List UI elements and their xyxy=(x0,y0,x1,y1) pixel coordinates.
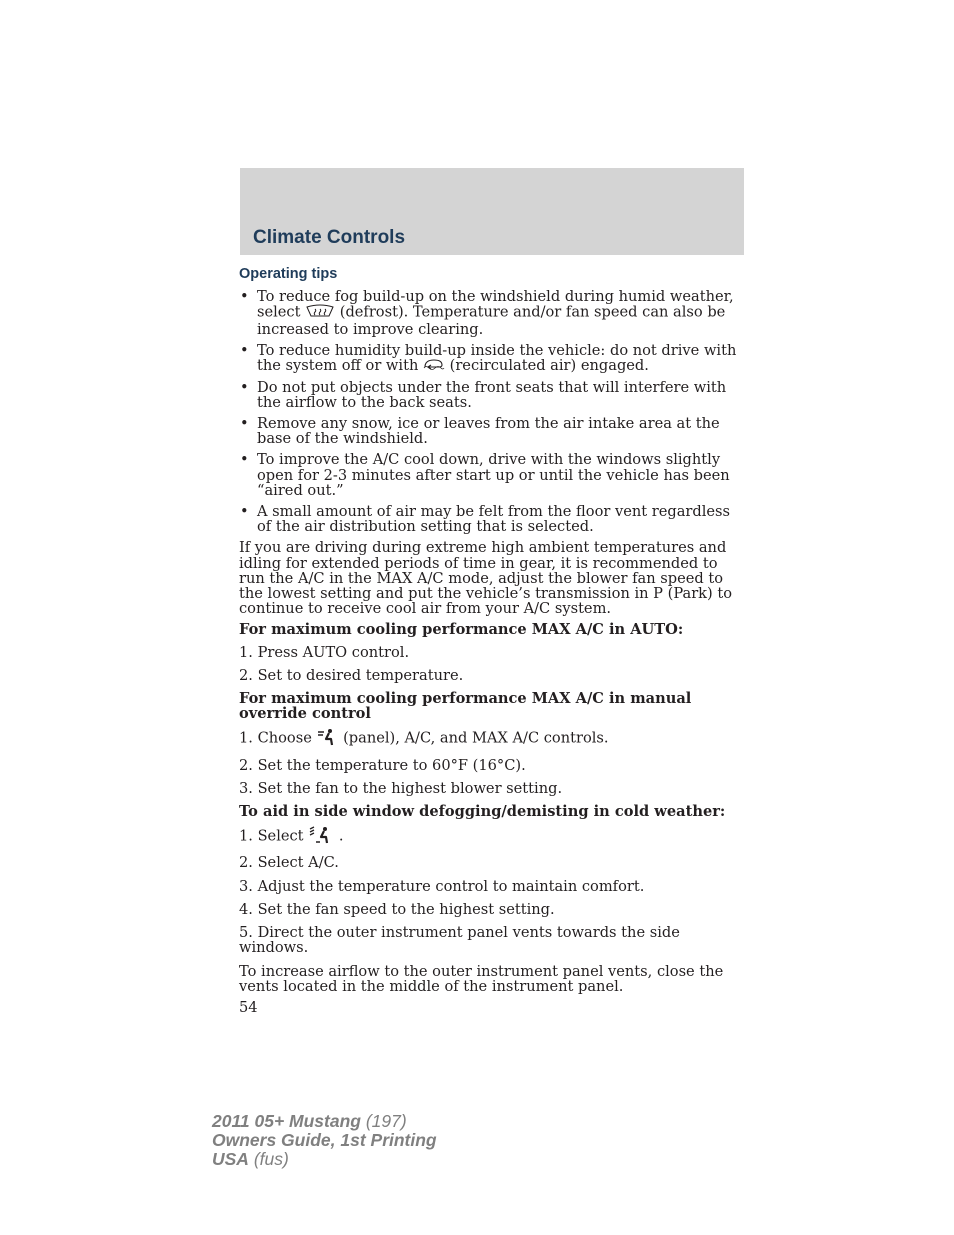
tip-text: To reduce fog build-up on the windshield during humid weather, select xyxy=(257,288,734,322)
manual-step-1 xyxy=(239,728,744,749)
auto-step-1: 1. Press AUTO control. xyxy=(239,643,410,661)
manual-step-3: 3. Set the fan to the highest blower setting. xyxy=(239,779,563,797)
footer-region: USA xyxy=(212,1149,249,1169)
section-title: Climate Controls xyxy=(253,227,406,248)
max-ac-auto-heading: For maximum cooling performance MAX A/C in AUTO: xyxy=(239,621,684,639)
document-footer xyxy=(212,1112,437,1169)
manual-step-1-text-b: (panel), A/C, and MAX A/C controls. xyxy=(343,730,609,748)
defog-step-3: 3. Adjust the temperature control to maintain comfort. xyxy=(239,877,645,895)
list-item xyxy=(239,452,744,498)
defrost-icon xyxy=(305,304,335,321)
bullet: • xyxy=(240,288,249,306)
footer-line-3 xyxy=(212,1150,437,1169)
footer-edition: Owners Guide, 1st Printing xyxy=(212,1130,437,1150)
page-content xyxy=(239,267,744,1015)
footer-model: 2011 05+ Mustang xyxy=(212,1111,361,1131)
bullet: • xyxy=(240,415,249,433)
defog-step-1-text-b: . xyxy=(338,827,344,845)
defog-step-1-text-a: 1. Select xyxy=(239,827,304,845)
tip-text: Do not put objects under the front seats that will interfere with the airflow to the back seats. xyxy=(257,378,727,411)
bullet: • xyxy=(240,503,249,521)
defog-heading: To aid in side window defogging/demisting in cold weather: xyxy=(239,803,726,821)
floor-defrost-icon xyxy=(308,826,334,847)
tip-text: (defrost). Temperature and/or fan speed can also be increased to improve clearing. xyxy=(257,304,726,338)
tip-text: A small amount of air may be felt from the floor vent regardless of the air distribution setting that is selected. xyxy=(257,503,731,536)
defog-step-4: 4. Set the fan speed to the highest setting. xyxy=(239,900,555,918)
tip-text: To reduce humidity build-up inside the vehicle: do not drive with the system off or with xyxy=(257,341,737,375)
tip-text: (recirculated air) engaged. xyxy=(449,357,649,375)
tip-text: To improve the A/C cool down, drive with the windows slightly open for 2-3 minutes after start up or until the vehicle has been “aired out.” xyxy=(257,451,730,499)
bullet: • xyxy=(240,451,249,469)
list-item xyxy=(239,380,744,410)
tip-text: Remove any snow, ice or leaves from the air intake area at the base of the windshield. xyxy=(257,415,720,448)
list-item xyxy=(239,416,744,446)
list-item xyxy=(239,289,744,337)
max-ac-manual-heading: For maximum cooling performance MAX A/C in manual override control xyxy=(239,690,692,723)
defog-step-1 xyxy=(239,826,744,847)
manual-step-1-text-a: 1. Choose xyxy=(239,730,312,748)
manual-step-2: 2. Set the temperature to 60°F (16°C). xyxy=(239,756,526,774)
footer-line-1 xyxy=(212,1112,437,1131)
idle-paragraph: If you are driving during extreme high ambient temperatures and idling for extended periods of time in gear, it is recommended to run the A/C in the MAX A/C mode, adjust the blower fan speed to the lowest setting and put the vehicle’s transmission in P (Park) to continue to receive cool air from your A/C system. xyxy=(239,539,733,618)
auto-step-2: 2. Set to desired temperature. xyxy=(239,666,464,684)
operating-tips-heading: Operating tips xyxy=(239,266,338,282)
footer-region-code: (fus) xyxy=(253,1149,289,1169)
footer-line-2 xyxy=(212,1131,437,1150)
tips-list xyxy=(239,289,744,534)
bullet: • xyxy=(240,341,249,359)
bullet: • xyxy=(240,378,249,396)
panel-vent-icon xyxy=(316,728,338,749)
airflow-paragraph: To increase airflow to the outer instrument panel vents, close the vents located in the middle of the instrument panel. xyxy=(239,962,724,995)
defog-step-5: 5. Direct the outer instrument panel vents towards the side windows. xyxy=(239,924,680,957)
list-item xyxy=(239,343,744,374)
defog-step-2: 2. Select A/C. xyxy=(239,854,339,872)
recirculated-air-icon xyxy=(423,358,445,373)
list-item xyxy=(239,504,744,534)
footer-model-code: (197) xyxy=(365,1111,407,1131)
page-number: 54 xyxy=(239,998,258,1016)
